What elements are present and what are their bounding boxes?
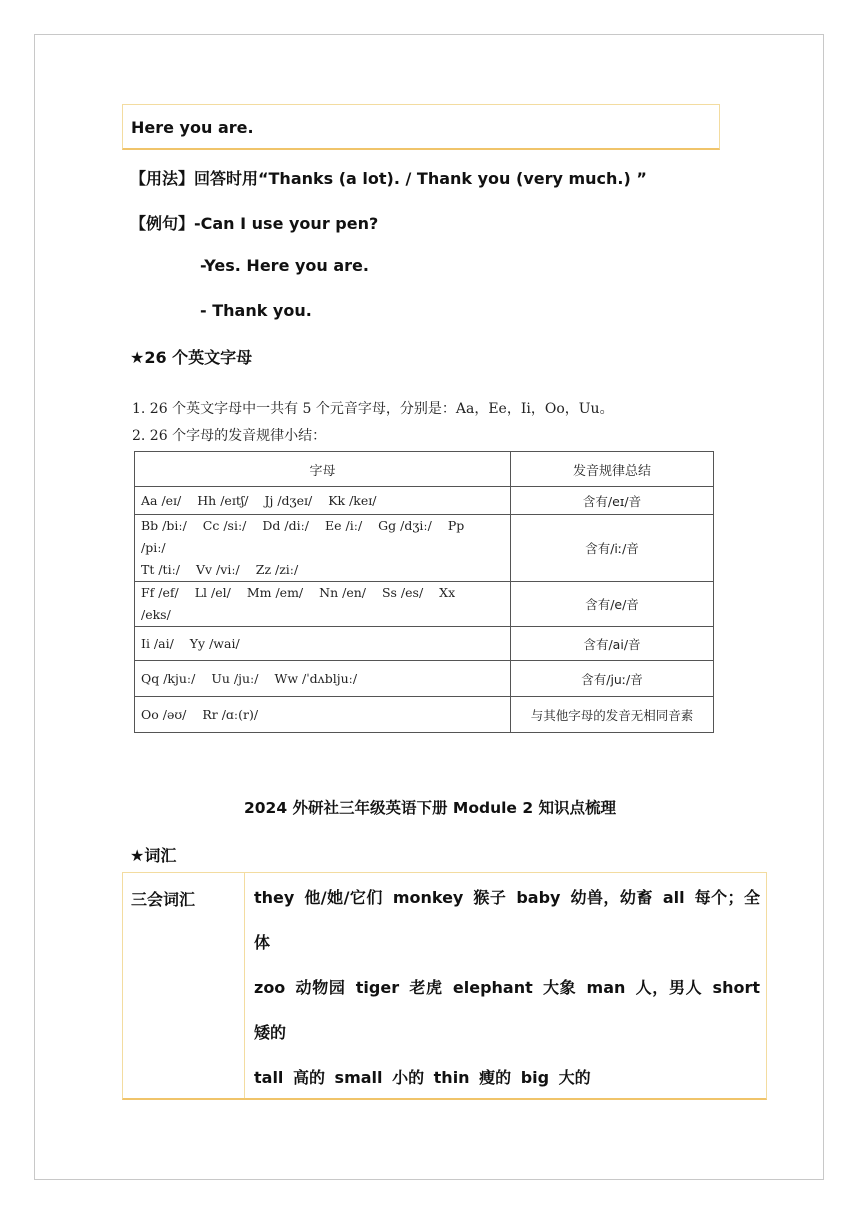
example-reply-2: - Thank you.: [200, 301, 312, 320]
row-rule: 含有/e/音: [511, 582, 714, 627]
table-row: [135, 697, 714, 733]
vocab-line: they 他/她/它们 monkey 猴子 baby 幼兽，幼畜 all 每个；全: [254, 888, 760, 907]
scan-note-1: 1. 26 个英文字母中一共有 5 个元音字母，分别是：Aa，Ee，Ii，Oo，Uu。: [132, 401, 614, 417]
row-rule: 含有/juː/音: [511, 661, 714, 697]
header-letters: 字母: [135, 452, 511, 487]
vocab-words: [254, 883, 760, 1108]
table-row: [135, 582, 714, 627]
table-row: [135, 627, 714, 661]
row-letters: Bb /biː/ Cc /siː/ Dd /diː/ Ee /iː/ Gg /dʒiː/ Pp /piː/ Tt /tiː/ Vv /viː/ Zz /ziː/: [135, 515, 511, 582]
row-letters: Oo /əʊ/ Rr /ɑː(r)/: [135, 697, 511, 733]
table-row: [135, 515, 714, 582]
pronunciation-table: [134, 451, 714, 733]
vocab-line: tall 高的 small 小的 thin 瘦的 big 大的: [254, 1068, 591, 1087]
vocab-table: [122, 872, 767, 1100]
header-rule: 发音规律总结: [511, 452, 714, 487]
row-rule: 含有/eɪ/音: [511, 487, 714, 515]
vocab-line: 矮的: [254, 1023, 287, 1042]
row-rule: 含有/ai/音: [511, 627, 714, 661]
vocab-heading: ★词汇: [130, 846, 177, 865]
table-row: [135, 661, 714, 697]
example-line: 【例句】-Can I use your pen?: [130, 214, 379, 233]
row-rule: 与其他字母的发音无相同音素: [511, 697, 714, 733]
vocab-line: 体: [254, 933, 271, 952]
row-rule: 含有/iː/音: [511, 515, 714, 582]
vocab-category: 三会词汇: [123, 873, 245, 1098]
row-letters: Ii /ai/ Yy /wai/: [135, 627, 511, 661]
row-letters: Ff /ef/ Ll /el/ Mm /em/ Nn /en/ Ss /es/ Xx /eks/: [135, 582, 511, 627]
alphabet-heading: ★26 个英文字母: [130, 348, 253, 367]
table-row: [135, 487, 714, 515]
row-letters: Qq /kjuː/ Uu /juː/ Ww /ˈdʌbljuː/: [135, 661, 511, 697]
vocab-line: zoo 动物园 tiger 老虎 elephant 大象 man 人，男人 short: [254, 978, 760, 997]
phrase-text: Here you are.: [131, 118, 254, 137]
row-letters: Aa /eɪ/ Hh /eɪtʃ/ Jj /dʒeɪ/ Kk /keɪ/: [135, 487, 511, 515]
scanned-alphabet-table: [128, 394, 728, 724]
module-title: 2024 外研社三年级英语下册 Module 2 知识点梳理: [243, 799, 617, 817]
scan-note-2: 2. 26 个字母的发音规律小结：: [132, 428, 327, 444]
phrase-box: [122, 104, 720, 150]
usage-line: 【用法】回答时用“Thanks (a lot). / Thank you (very much.) ”: [130, 169, 647, 188]
example-reply-1: -Yes. Here you are.: [200, 256, 369, 275]
